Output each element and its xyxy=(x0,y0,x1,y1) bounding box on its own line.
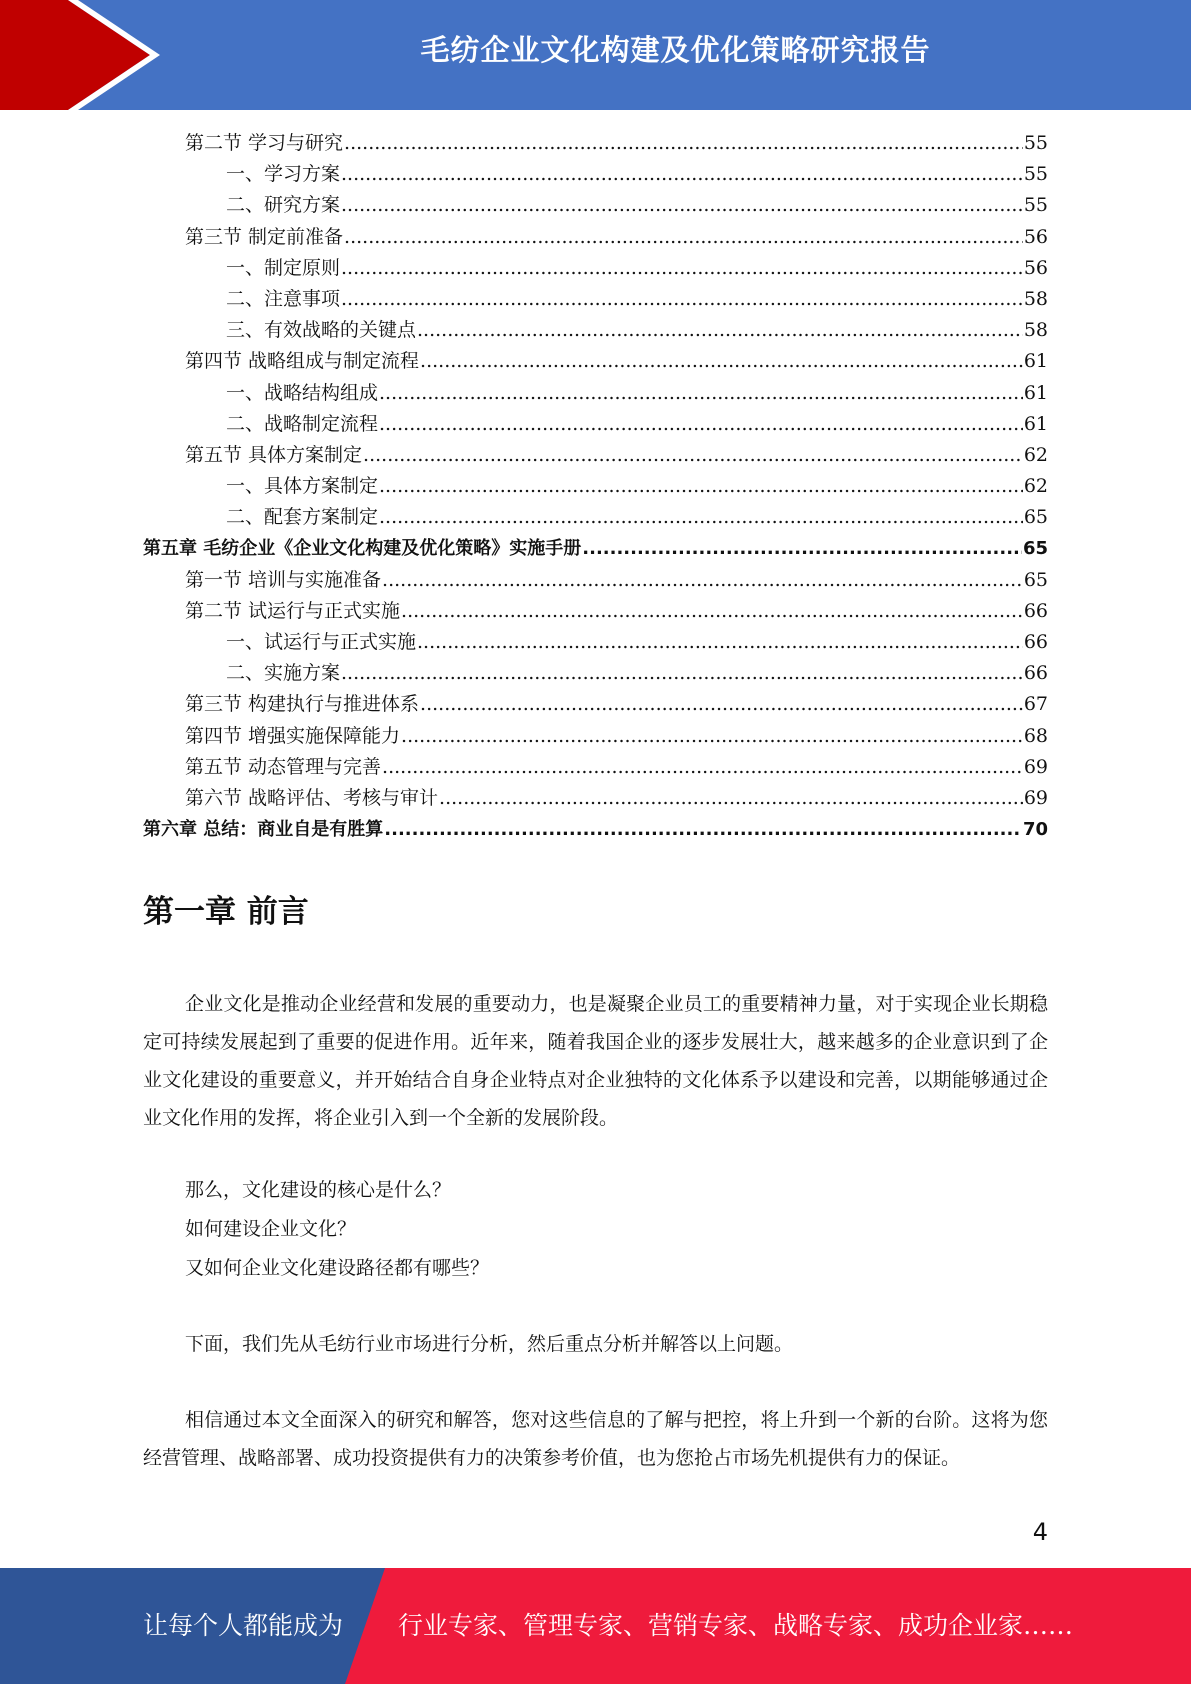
toc-dot-leader xyxy=(379,502,1023,533)
report-title: 毛纺企业文化构建及优化策略研究报告 xyxy=(420,33,931,67)
toc-entry[interactable] xyxy=(143,190,1048,221)
toc-dot-leader xyxy=(344,222,1023,253)
toc-entry-page: 65 xyxy=(1023,568,1048,591)
toc-entry[interactable] xyxy=(143,596,1048,627)
toc-entry-label: 二、实施方案 xyxy=(226,662,341,685)
toc-entry-label: 二、战略制定流程 xyxy=(226,412,379,435)
toc-entry-page: 61 xyxy=(1023,381,1048,404)
toc-entry[interactable] xyxy=(143,689,1048,720)
toc-entry-label: 第四节 战略组成与制定流程 xyxy=(185,350,420,373)
toc-entry-page: 66 xyxy=(1023,599,1048,622)
toc-entry[interactable] xyxy=(143,222,1048,253)
toc-dot-leader xyxy=(344,128,1023,159)
toc-entry-page: 55 xyxy=(1023,163,1048,186)
toc-dot-leader xyxy=(582,533,1022,564)
toc-entry[interactable] xyxy=(143,315,1048,346)
toc-entry-page: 65 xyxy=(1022,538,1048,560)
toc-entry-label: 一、制定原则 xyxy=(226,256,341,279)
toc-dot-leader xyxy=(379,471,1023,502)
toc-entry[interactable] xyxy=(143,378,1048,409)
toc-entry-page: 61 xyxy=(1023,350,1048,373)
toc-entry-label: 第一节 培训与实施准备 xyxy=(185,568,382,591)
toc-dot-leader xyxy=(384,814,1022,845)
toc-entry-label: 第六章 总结：商业自是有胜算 xyxy=(143,819,384,841)
toc-entry[interactable] xyxy=(143,253,1048,284)
toc-entry-label: 第三节 制定前准备 xyxy=(185,225,344,248)
table-of-contents xyxy=(143,128,1048,845)
toc-entry[interactable] xyxy=(143,752,1048,783)
toc-entry[interactable] xyxy=(143,471,1048,502)
toc-dot-leader xyxy=(401,721,1023,752)
toc-entry-page: 66 xyxy=(1023,631,1048,653)
toc-entry-page: 56 xyxy=(1023,256,1048,279)
toc-entry[interactable] xyxy=(143,284,1048,315)
toc-dot-leader xyxy=(379,378,1023,409)
toc-entry[interactable] xyxy=(143,128,1048,159)
toc-entry-label: 第三节 构建执行与推进体系 xyxy=(185,693,420,716)
toc-entry-label: 一、战略结构组成 xyxy=(226,381,379,404)
toc-entry-label: 第二节 学习与研究 xyxy=(185,132,344,154)
toc-entry[interactable] xyxy=(143,658,1048,689)
page-footer xyxy=(0,1568,1191,1684)
toc-dot-leader xyxy=(382,565,1023,596)
toc-entry[interactable] xyxy=(143,409,1048,440)
page-number: 4 xyxy=(1032,1518,1048,1546)
toc-entry-label: 第六节 战略评估、考核与审计 xyxy=(185,786,439,809)
toc-entry-page: 62 xyxy=(1023,443,1048,466)
toc-entry-page: 55 xyxy=(1023,132,1048,154)
toc-entry[interactable] xyxy=(143,721,1048,752)
analysis-paragraph: 下面，我们先从毛纺行业市场进行分析，然后重点分析并解答以上问题。 xyxy=(185,1333,794,1355)
toc-dot-leader xyxy=(439,783,1023,814)
toc-entry-label: 第二节 试运行与正式实施 xyxy=(185,599,401,622)
toc-entry[interactable] xyxy=(143,814,1048,845)
footer-slogan-right: 行业专家、管理专家、营销专家、战略专家、成功企业家…… xyxy=(398,1611,1074,1640)
toc-dot-leader xyxy=(401,596,1023,627)
toc-dot-leader xyxy=(420,689,1023,720)
toc-entry-label: 三、有效战略的关键点 xyxy=(226,319,417,342)
toc-entry-page: 55 xyxy=(1023,194,1048,217)
question-line: 那么，文化建设的核心是什么？ xyxy=(185,1179,452,1201)
toc-entry-label: 二、研究方案 xyxy=(226,194,341,217)
toc-dot-leader xyxy=(341,159,1023,190)
toc-entry-page: 56 xyxy=(1023,225,1048,248)
toc-entry[interactable] xyxy=(143,502,1048,533)
toc-entry-page: 69 xyxy=(1023,755,1048,778)
question-line: 如何建设企业文化？ xyxy=(185,1218,357,1240)
toc-entry-label: 一、试运行与正式实施 xyxy=(226,631,417,653)
toc-dot-leader xyxy=(341,190,1023,221)
toc-dot-leader xyxy=(379,409,1023,440)
toc-entry-page: 67 xyxy=(1023,693,1048,716)
toc-entry-page: 58 xyxy=(1023,287,1048,310)
toc-dot-leader xyxy=(363,440,1023,471)
toc-dot-leader xyxy=(417,627,1023,658)
toc-entry[interactable] xyxy=(143,533,1048,564)
toc-entry-label: 二、配套方案制定 xyxy=(226,506,379,529)
page-header xyxy=(0,0,1191,110)
toc-entry-label: 二、注意事项 xyxy=(226,287,341,310)
toc-dot-leader xyxy=(382,752,1023,783)
toc-entry-page: 65 xyxy=(1023,506,1048,529)
toc-dot-leader xyxy=(341,253,1023,284)
toc-dot-leader xyxy=(417,315,1023,346)
toc-entry[interactable] xyxy=(143,346,1048,377)
toc-dot-leader xyxy=(420,346,1023,377)
chapter-title: 第一章 前言 xyxy=(143,894,309,930)
toc-entry[interactable] xyxy=(143,159,1048,190)
toc-entry-label: 第五章 毛纺企业《企业文化构建及优化策略》实施手册 xyxy=(143,538,582,560)
toc-entry-page: 62 xyxy=(1023,475,1048,498)
toc-entry-page: 58 xyxy=(1023,319,1048,342)
toc-entry-page: 69 xyxy=(1023,786,1048,809)
toc-entry-page: 66 xyxy=(1023,662,1048,685)
toc-dot-leader xyxy=(341,284,1023,315)
toc-entry-page: 68 xyxy=(1023,724,1048,747)
intro-paragraph: 企业文化是推动企业经营和发展的重要动力，也是凝聚企业员工的重要精神力量，对于实现企业长期稳定可持续发展起到了重要的促进作用。近年来，随着我国企业的逐步发展壮大，越来越多的企业意识到了企业文化建设的重要意义，并开始结合自身企业特点对企业独特的文化体系予以建设和完善，以期能够通过企业文化作用的发挥，将企业引入到一个全新的发展阶段。 xyxy=(143,993,1048,1129)
toc-entry-label: 第四节 增强实施保障能力 xyxy=(185,724,401,747)
toc-entry[interactable] xyxy=(143,627,1048,658)
footer-slogan-left: 让每个人都能成为 xyxy=(143,1611,344,1640)
toc-dot-leader xyxy=(341,658,1023,689)
toc-entry[interactable] xyxy=(143,440,1048,471)
question-line: 又如何企业文化建设路径都有哪些？ xyxy=(185,1257,490,1279)
toc-entry-label: 一、学习方案 xyxy=(226,163,341,186)
toc-entry-label: 第五节 动态管理与完善 xyxy=(185,755,382,778)
toc-entry-page: 70 xyxy=(1022,819,1048,841)
toc-entry-label: 一、具体方案制定 xyxy=(226,475,379,498)
toc-entry-page: 61 xyxy=(1023,412,1048,435)
toc-entry[interactable] xyxy=(143,783,1048,814)
toc-entry[interactable] xyxy=(143,565,1048,596)
closing-paragraph: 相信通过本文全面深入的研究和解答，您对这些信息的了解与把控，将上升到一个新的台阶。这将为您经营管理、战略部署、成功投资提供有力的决策参考价值，也为您抢占市场先机提供有力的保证。 xyxy=(143,1409,1048,1469)
toc-entry-label: 第五节 具体方案制定 xyxy=(185,443,363,466)
